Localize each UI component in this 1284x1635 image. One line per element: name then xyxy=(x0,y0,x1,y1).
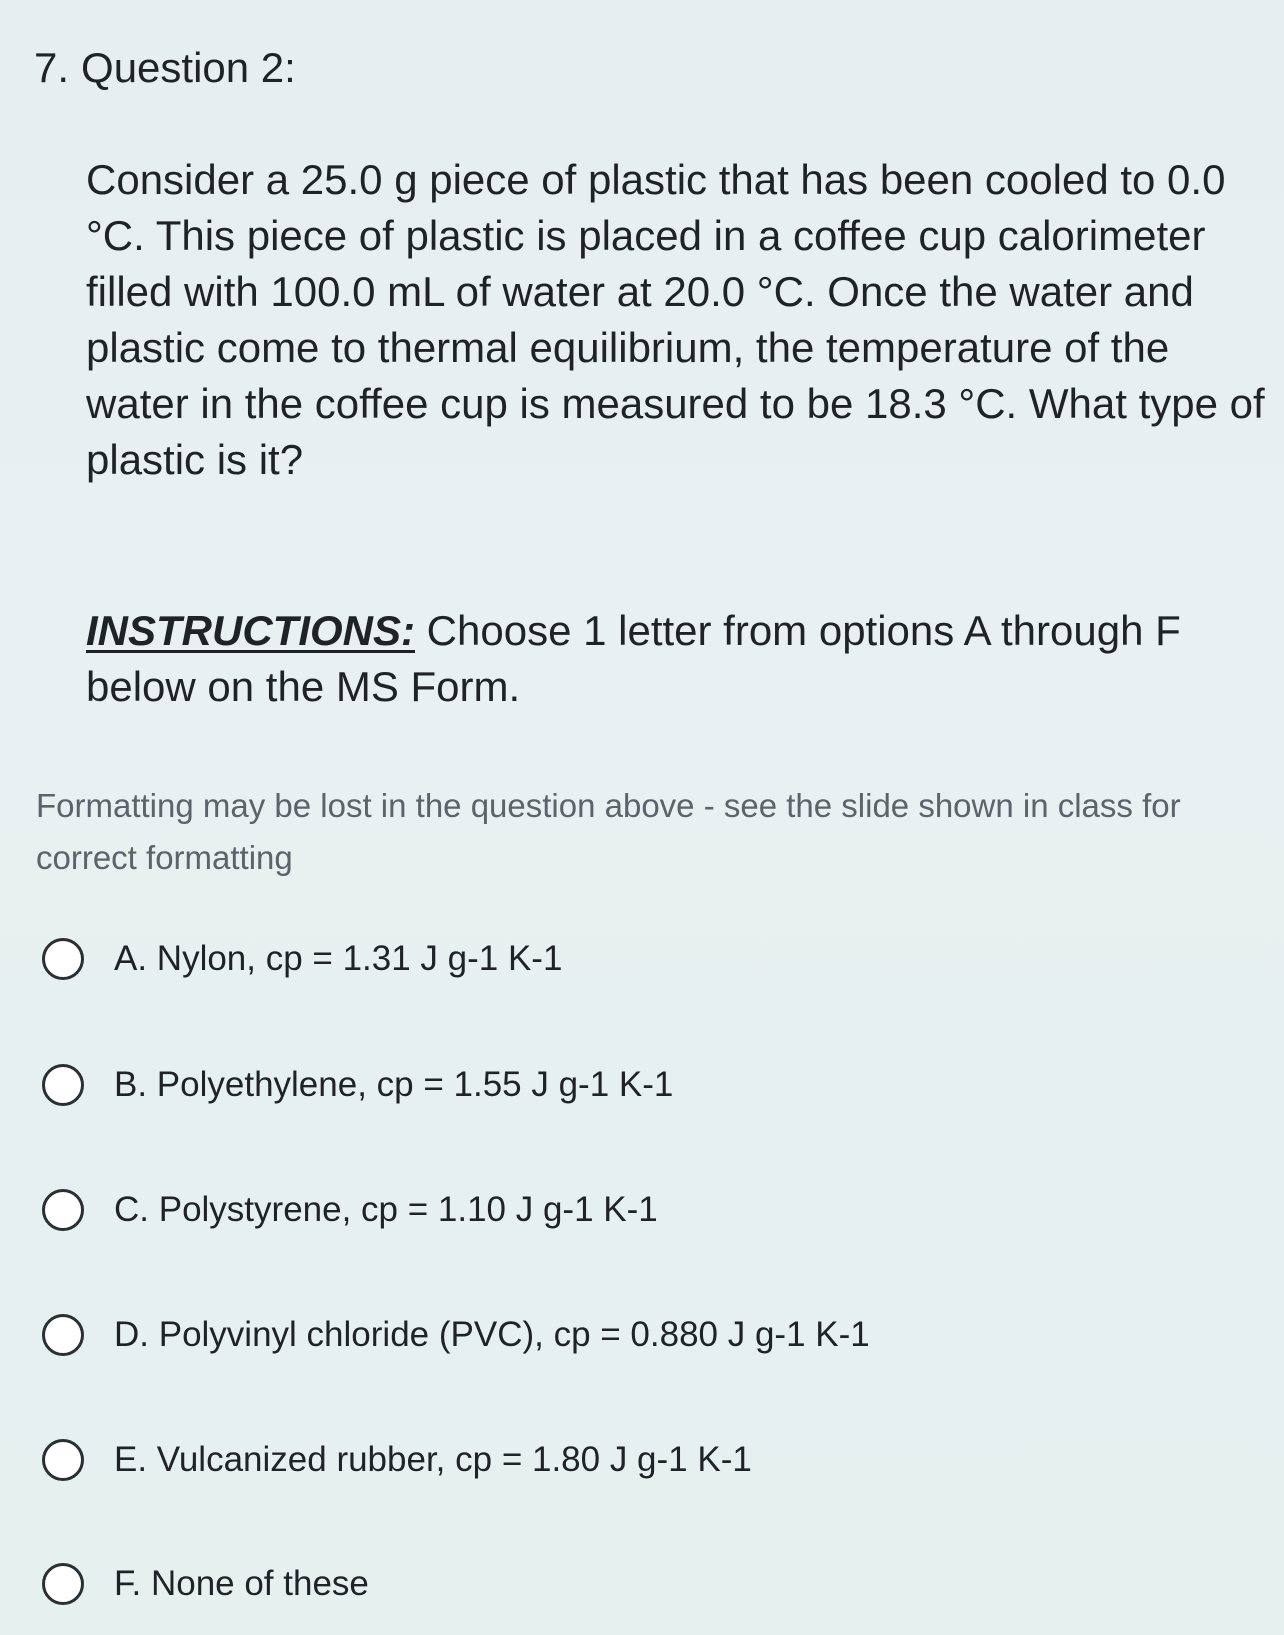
option-b-label: B. Polyethylene, cp = 1.55 J g-1 K-1 xyxy=(114,1065,674,1104)
option-e-label: E. Vulcanized rubber, cp = 1.80 J g-1 K-1 xyxy=(114,1440,752,1479)
option-a[interactable] xyxy=(42,931,562,987)
question-body: Consider a 25.0 g piece of plastic that has been cooled to 0.0 °C. This piece of plastic is placed in a coffee cup calorimeter filled with 100.0 mL of water at 20.0 °C. Once the water and plastic come to thermal equilibrium, the temperature of the water in the coffee cup is measured to be 18.3 °C. What type of plastic is it? xyxy=(86,156,1265,483)
radio-button-c[interactable] xyxy=(42,1189,84,1231)
radio-button-e[interactable] xyxy=(42,1439,84,1481)
radio-button-f[interactable] xyxy=(42,1563,84,1605)
question-title-text: Question 2: xyxy=(81,44,296,91)
option-d-label: D. Polyvinyl chloride (PVC), cp = 0.880 J g-1 K-1 xyxy=(114,1315,870,1354)
question-title xyxy=(34,40,296,96)
question-number: 7. xyxy=(34,44,70,91)
option-f-label: F. None of these xyxy=(114,1564,369,1603)
option-a-label: A. Nylon, cp = 1.31 J g-1 K-1 xyxy=(114,939,563,978)
instructions-label: INSTRUCTIONS: xyxy=(86,607,415,654)
option-b[interactable] xyxy=(42,1057,673,1113)
radio-button-b[interactable] xyxy=(42,1064,84,1106)
formatting-note: Formatting may be lost in the question above - see the slide shown in class for correct formatting xyxy=(36,787,1181,876)
option-c-label: C. Polystyrene, cp = 1.10 J g-1 K-1 xyxy=(114,1190,658,1229)
option-e[interactable] xyxy=(42,1432,752,1488)
instructions xyxy=(86,603,1271,715)
option-f[interactable] xyxy=(42,1556,369,1612)
option-d[interactable] xyxy=(42,1307,870,1363)
radio-button-a[interactable] xyxy=(42,938,84,980)
radio-button-d[interactable] xyxy=(42,1314,84,1356)
option-c[interactable] xyxy=(42,1182,658,1238)
instructions-text: Choose 1 letter from options A through F below on the MS Form. xyxy=(86,607,1181,710)
